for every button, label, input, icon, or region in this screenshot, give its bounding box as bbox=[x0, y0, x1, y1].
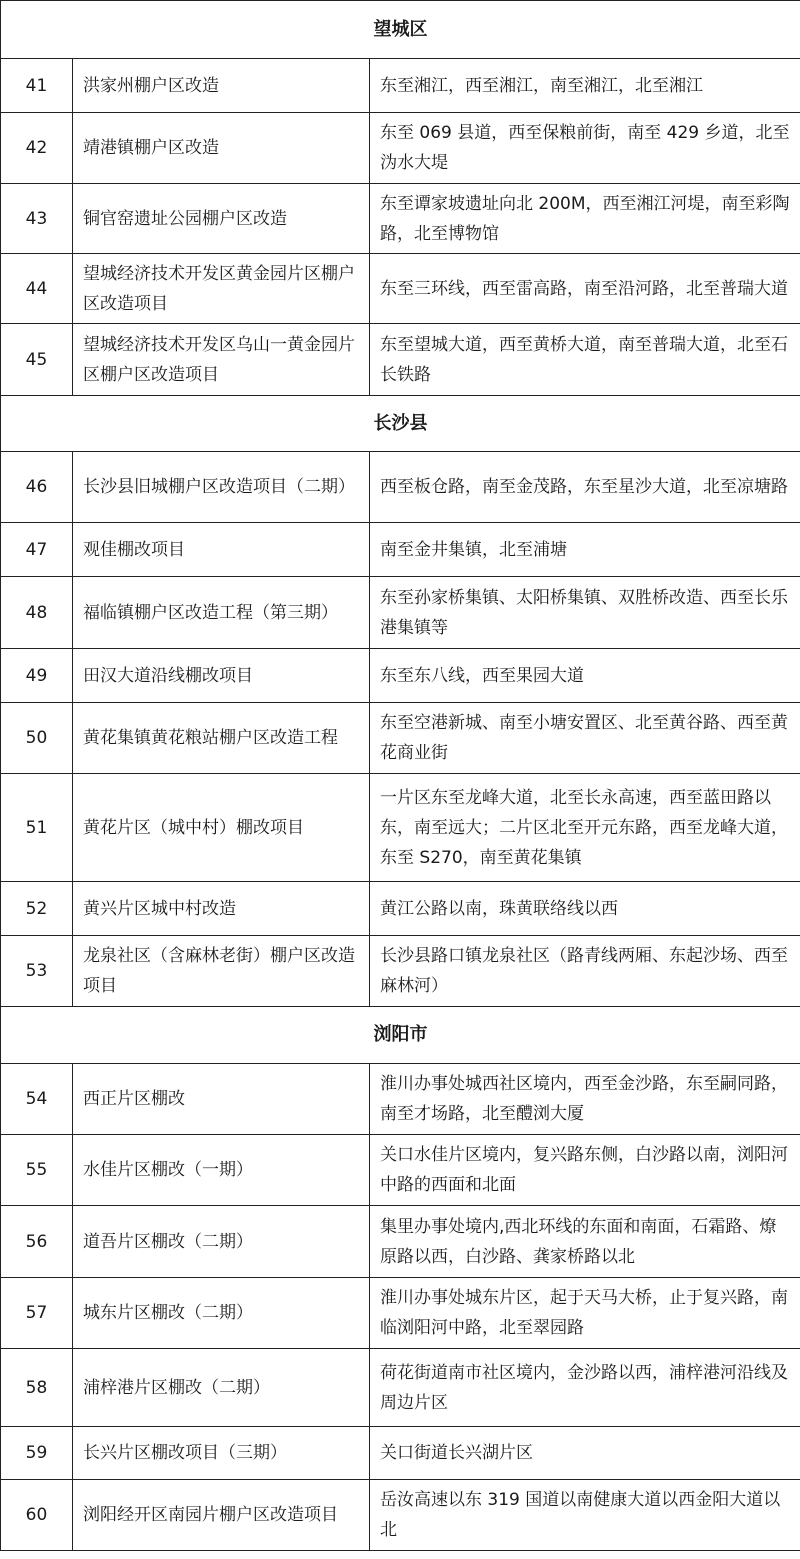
project-name: 长兴片区棚改项目（三期） bbox=[73, 1427, 370, 1480]
row-number: 52 bbox=[1, 882, 73, 936]
project-bounds: 东至湘江，西至湘江，南至湘江，北至湘江 bbox=[370, 59, 800, 113]
table-row bbox=[1, 649, 800, 703]
project-bounds: 集里办事处境内,西北环线的东面和南面，石霜路、燎原路以西，白沙路、龚家桥路以北 bbox=[370, 1206, 800, 1278]
project-name: 黄花片区（城中村）棚改项目 bbox=[73, 774, 370, 882]
section-header-liuyang bbox=[1, 1007, 800, 1064]
row-number: 53 bbox=[1, 936, 73, 1007]
row-number: 47 bbox=[1, 523, 73, 577]
row-number: 58 bbox=[1, 1349, 73, 1427]
table-row bbox=[1, 1064, 800, 1135]
project-bounds: 东至谭家坡遗址向北 200M，西至湘江河堤，南至彩陶路，北至博物馆 bbox=[370, 184, 800, 254]
row-number: 45 bbox=[1, 324, 73, 396]
district-title: 长沙县 bbox=[1, 396, 800, 452]
district-title: 浏阳市 bbox=[1, 1007, 800, 1064]
table-row bbox=[1, 184, 800, 254]
project-bounds: 关口街道长兴湖片区 bbox=[370, 1427, 800, 1480]
table-row bbox=[1, 882, 800, 936]
table-row bbox=[1, 324, 800, 396]
row-number: 49 bbox=[1, 649, 73, 703]
table-row bbox=[1, 59, 800, 113]
project-name: 浦梓港片区棚改（二期） bbox=[73, 1349, 370, 1427]
project-bounds: 东至三环线，西至雷高路，南至沿河路，北至普瑞大道 bbox=[370, 254, 800, 324]
table-row bbox=[1, 1206, 800, 1278]
table-row bbox=[1, 774, 800, 882]
table-row bbox=[1, 936, 800, 1007]
project-name: 福临镇棚户区改造工程（第三期） bbox=[73, 577, 370, 649]
table-row bbox=[1, 1349, 800, 1427]
project-name: 望城经济技术开发区乌山一黄金园片区棚户区改造项目 bbox=[73, 324, 370, 396]
table-row bbox=[1, 254, 800, 324]
project-bounds: 黄江公路以南，珠黄联络线以西 bbox=[370, 882, 800, 936]
project-name: 田汉大道沿线棚改项目 bbox=[73, 649, 370, 703]
table-row bbox=[1, 113, 800, 184]
project-name: 铜官窑遗址公园棚户区改造 bbox=[73, 184, 370, 254]
project-name: 西正片区棚改 bbox=[73, 1064, 370, 1135]
table-row bbox=[1, 577, 800, 649]
project-name: 浏阳经开区南园片棚户区改造项目 bbox=[73, 1480, 370, 1551]
row-number: 43 bbox=[1, 184, 73, 254]
project-name: 道吾片区棚改（二期） bbox=[73, 1206, 370, 1278]
table-row bbox=[1, 452, 800, 523]
project-name: 黄兴片区城中村改造 bbox=[73, 882, 370, 936]
project-bounds: 关口水佳片区境内，复兴路东侧，白沙路以南，浏阳河中路的西面和北面 bbox=[370, 1135, 800, 1206]
project-bounds: 东至 069 县道，西至保粮前街，南至 429 乡道，北至沩水大堤 bbox=[370, 113, 800, 184]
row-number: 48 bbox=[1, 577, 73, 649]
row-number: 60 bbox=[1, 1480, 73, 1551]
project-name: 水佳片区棚改（一期） bbox=[73, 1135, 370, 1206]
project-bounds: 一片区东至龙峰大道，北至长永高速，西至蓝田路以东，南至远大；二片区北至开元东路，西至龙峰大道，东至 S270，南至黄花集镇 bbox=[370, 774, 800, 882]
section-header-changsha bbox=[1, 396, 800, 452]
project-name: 靖港镇棚户区改造 bbox=[73, 113, 370, 184]
project-bounds: 东至空港新城、南至小塘安置区、北至黄谷路、西至黄花商业街 bbox=[370, 703, 800, 774]
row-number: 42 bbox=[1, 113, 73, 184]
project-bounds: 西至板仓路，南至金茂路，东至星沙大道，北至凉塘路 bbox=[370, 452, 800, 523]
table-row bbox=[1, 1480, 800, 1551]
project-name: 黄花集镇黄花粮站棚户区改造工程 bbox=[73, 703, 370, 774]
table-row bbox=[1, 1278, 800, 1349]
row-number: 55 bbox=[1, 1135, 73, 1206]
project-name: 洪家州棚户区改造 bbox=[73, 59, 370, 113]
row-number: 51 bbox=[1, 774, 73, 882]
project-name: 长沙县旧城棚户区改造项目（二期） bbox=[73, 452, 370, 523]
table-row bbox=[1, 703, 800, 774]
row-number: 59 bbox=[1, 1427, 73, 1480]
row-number: 44 bbox=[1, 254, 73, 324]
row-number: 56 bbox=[1, 1206, 73, 1278]
project-bounds: 荷花街道南市社区境内，金沙路以西，浦梓港河沿线及周边片区 bbox=[370, 1349, 800, 1427]
project-name: 龙泉社区（含麻林老街）棚户区改造项目 bbox=[73, 936, 370, 1007]
project-bounds: 东至东八线，西至果园大道 bbox=[370, 649, 800, 703]
row-number: 46 bbox=[1, 452, 73, 523]
project-bounds: 东至孙家桥集镇、太阳桥集镇、双胜桥改造、西至长乐港集镇等 bbox=[370, 577, 800, 649]
project-name: 望城经济技术开发区黄金园片区棚户区改造项目 bbox=[73, 254, 370, 324]
table-row bbox=[1, 1135, 800, 1206]
project-bounds: 长沙县路口镇龙泉社区（路青线两厢、东起沙场、西至麻林河） bbox=[370, 936, 800, 1007]
table-row bbox=[1, 523, 800, 577]
row-number: 50 bbox=[1, 703, 73, 774]
section-header-wangcheng bbox=[1, 1, 800, 59]
project-bounds: 南至金井集镇，北至浦塘 bbox=[370, 523, 800, 577]
row-number: 41 bbox=[1, 59, 73, 113]
project-bounds: 岳汝高速以东 319 国道以南健康大道以西金阳大道以北 bbox=[370, 1480, 800, 1551]
table-row bbox=[1, 1427, 800, 1480]
project-bounds: 东至望城大道，西至黄桥大道，南至普瑞大道，北至石长铁路 bbox=[370, 324, 800, 396]
project-bounds: 淮川办事处城西社区境内，西至金沙路，东至嗣同路，南至才场路，北至醴浏大厦 bbox=[370, 1064, 800, 1135]
row-number: 54 bbox=[1, 1064, 73, 1135]
project-name: 城东片区棚改（二期） bbox=[73, 1278, 370, 1349]
project-name: 观佳棚改项目 bbox=[73, 523, 370, 577]
project-bounds: 淮川办事处城东片区，起于天马大桥，止于复兴路，南临浏阳河中路，北至翠园路 bbox=[370, 1278, 800, 1349]
row-number: 57 bbox=[1, 1278, 73, 1349]
district-title: 望城区 bbox=[1, 1, 800, 59]
